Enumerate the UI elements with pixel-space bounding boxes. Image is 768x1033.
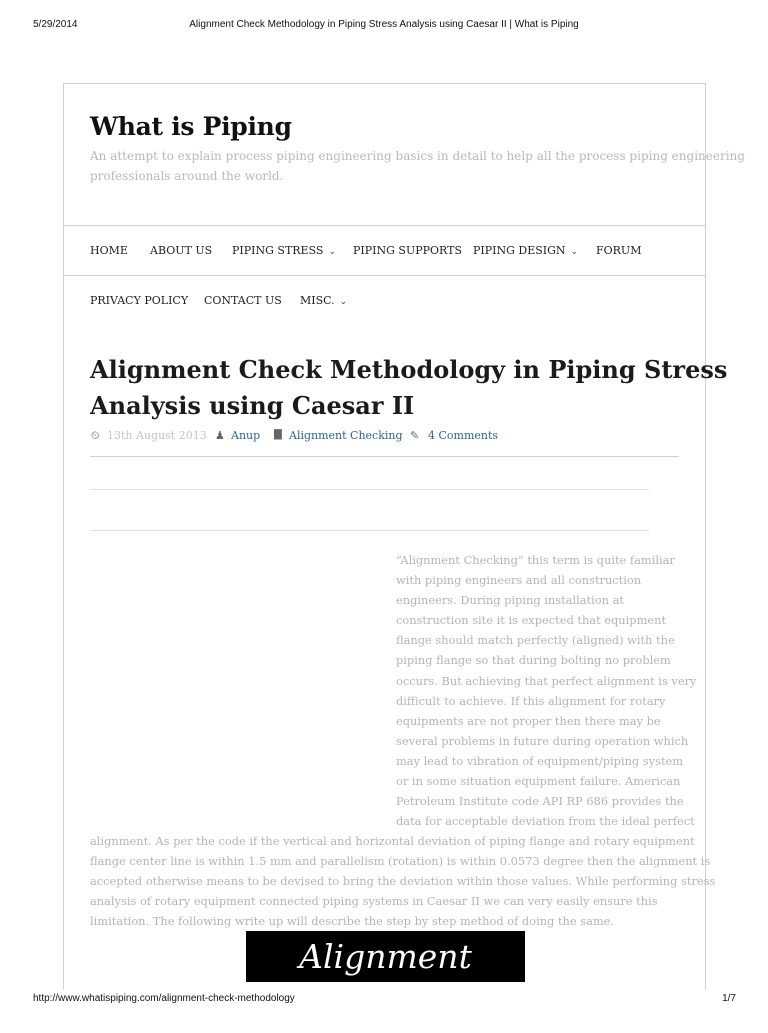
body-line: engineers. During piping installation at — [396, 593, 624, 608]
chevron-down-icon: ⌄ — [339, 297, 348, 307]
user-icon: ♟ — [215, 429, 225, 442]
alignment-check-banner-image: Alignment Check — [246, 931, 525, 982]
tagline-line: An attempt to explain process piping engineering basics in detail to help all the process piping engineering — [90, 149, 745, 163]
main-nav — [90, 244, 690, 260]
nav-home-label: HOME — [90, 244, 128, 257]
body-line: “Alignment Checking” this term is quite familiar — [396, 553, 675, 567]
body-line: data for acceptable deviation from the ideal perfect — [396, 814, 695, 829]
folder-icon: ▇ — [274, 429, 282, 440]
site-tagline — [90, 147, 745, 186]
nav-piping-design[interactable] — [473, 244, 578, 257]
post-meta — [90, 429, 690, 445]
body-line: with piping engineers and all construction — [396, 573, 642, 588]
post-body-continued — [90, 831, 716, 931]
post-category-link[interactable]: Alignment Checking — [289, 429, 403, 442]
divider — [63, 225, 706, 226]
nav-misc[interactable] — [300, 294, 347, 307]
site-title[interactable]: What is Piping — [90, 112, 292, 141]
divider — [90, 489, 649, 490]
nav-home[interactable] — [90, 244, 128, 257]
print-url: http://www.whatispiping.com/alignment-check-methodology — [33, 993, 295, 1004]
body-line: limitation. The following write up will describe the step by step method of doing the same. — [90, 914, 615, 929]
post-title-line: Analysis using Caesar II — [90, 391, 415, 420]
nav-contact-us-label: CONTACT US — [204, 294, 282, 307]
nav-piping-stress[interactable] — [232, 244, 336, 257]
body-line: several problems in future during operation which — [396, 733, 689, 748]
post-comments-link[interactable]: 4 Comments — [428, 429, 499, 442]
body-line: accepted otherwise means to be devised to bring the deviation within those values. While performing stress — [90, 874, 716, 889]
nav-privacy-policy[interactable] — [90, 294, 188, 307]
nav-about-us[interactable] — [150, 244, 212, 257]
body-line: analysis of rotary equipment connected piping systems in Caesar II we can very easily ensure this — [90, 894, 658, 909]
divider — [90, 530, 649, 531]
body-line: flange center line is within 1.5 mm and parallelism (rotation) is within 0.0573 degree then the alignment is — [90, 854, 711, 869]
nav-piping-supports[interactable] — [353, 244, 462, 257]
post-date: 13th August 2013 — [107, 429, 207, 442]
print-page-number: 1/7 — [722, 993, 736, 1004]
nav-misc-label: MISC. — [300, 294, 335, 307]
body-line: piping flange so that during bolting no problem — [396, 653, 671, 668]
body-line: occurs. But achieving that perfect alignment is very — [396, 673, 697, 688]
post-title-line: Alignment Check Methodology in Piping Stress — [90, 355, 728, 384]
nav-about-us-label: ABOUT US — [150, 244, 213, 257]
body-line: Petroleum Institute code API RP 686 provides the — [396, 794, 684, 809]
nav-piping-supports-label: PIPING SUPPORTS — [353, 244, 462, 257]
print-header — [0, 19, 768, 33]
secondary-nav — [90, 294, 690, 310]
nav-privacy-policy-label: PRIVACY POLICY — [90, 294, 189, 307]
body-line: difficult to achieve. If this alignment for rotary — [396, 693, 666, 708]
body-line: flange should match perfectly (aligned) with the — [396, 633, 675, 648]
nav-piping-stress-label: PIPING STRESS — [232, 244, 324, 257]
post-author-link[interactable]: Anup — [231, 429, 261, 442]
nav-forum-label: FORUM — [596, 244, 642, 257]
body-line: alignment. As per the code if the vertical and horizontal deviation of piping flange and rotary equipment — [90, 834, 695, 848]
divider — [90, 456, 679, 457]
nav-forum[interactable] — [596, 244, 641, 257]
print-title: Alignment Check Methodology in Piping Stress Analysis using Caesar II | What is Piping — [189, 19, 579, 30]
chevron-down-icon: ⌄ — [570, 247, 579, 257]
post-body-intro — [396, 550, 697, 831]
print-date: 5/29/2014 — [33, 19, 78, 30]
print-footer — [0, 993, 768, 1007]
body-line: construction site it is expected that equipment — [396, 613, 667, 628]
post-title — [90, 352, 728, 424]
body-line: or in some situation equipment failure. American — [396, 774, 681, 789]
body-line: equipments are not proper then there may be — [396, 713, 661, 728]
comments-icon: ✎ — [410, 429, 420, 442]
nav-contact-us[interactable] — [204, 294, 282, 307]
divider — [63, 275, 706, 276]
chevron-down-icon: ⌄ — [328, 247, 337, 257]
clock-icon: ⏲ — [91, 429, 100, 442]
tagline-line: professionals around the world. — [90, 168, 284, 183]
body-line: may lead to vibration of equipment/piping system — [396, 753, 684, 768]
nav-piping-design-label: PIPING DESIGN — [473, 244, 566, 257]
